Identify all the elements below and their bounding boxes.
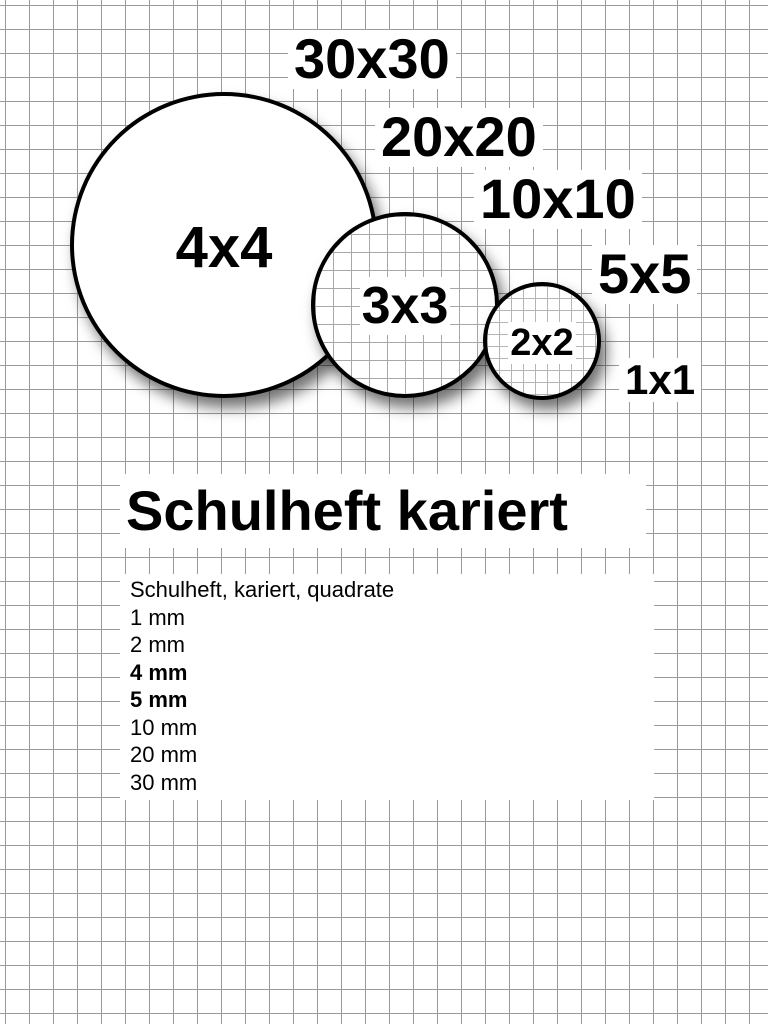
circle-4x4-label: 4x4	[175, 215, 273, 280]
circle-2x2	[483, 282, 601, 400]
circle-2x2-label: 2x2	[510, 322, 574, 364]
list-item: 30 mm	[130, 769, 198, 795]
list-header: Schulheft, kariert, quadrate	[130, 577, 395, 602]
list-item-highlighted: 5 mm	[130, 687, 188, 712]
size-label-20x20: 20x20	[375, 108, 543, 167]
size-label-5x5: 5x5	[592, 245, 697, 304]
list-item: 10 mm	[130, 714, 198, 740]
list-item-highlighted: 4 mm	[130, 659, 188, 685]
circle-3x3	[311, 212, 499, 398]
size-label-30x30: 30x30	[288, 30, 456, 89]
circle-3x3-label: 3x3	[361, 277, 449, 335]
size-list	[120, 574, 654, 800]
list-item: 2 mm	[130, 632, 185, 657]
size-label-10x10: 10x10	[474, 170, 642, 229]
page-title: Schulheft kariert	[120, 474, 646, 548]
size-label-1x1: 1x1	[619, 358, 701, 402]
list-item: 20 mm	[130, 742, 198, 767]
list-item: 1 mm	[130, 604, 185, 630]
